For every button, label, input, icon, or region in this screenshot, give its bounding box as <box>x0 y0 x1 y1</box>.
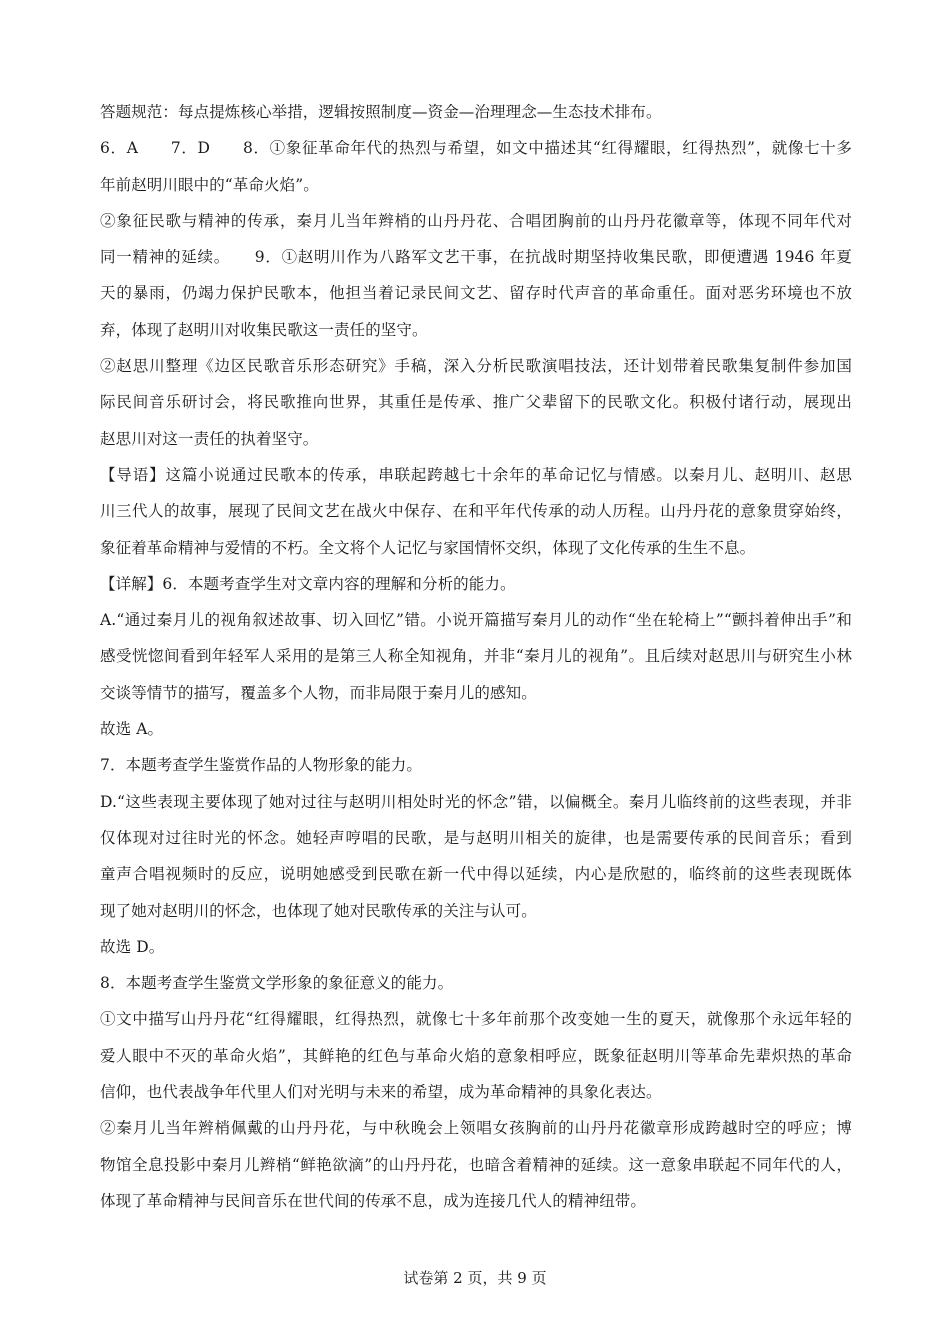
text-line: 故选 A。 <box>100 720 164 739</box>
text-line: 弃，体现了赵明川对收集民歌这一责任的坚守。 <box>100 320 428 339</box>
text-line: 川三代人的故事，展现了民间文艺在战火中保存、在和平年代传承的动人历程。山丹丹花的意象贯穿始终， <box>100 502 852 521</box>
text-line: 爱人眼中不灭的革命火焰”，其鲜艳的红色与革命火焰的意象相呼应，既象征赵明川等革命先辈炽热的革命 <box>100 1046 852 1065</box>
text-line: 交谈等情节的描写，覆盖多个人物，而非局限于秦月儿的感知。 <box>100 683 537 702</box>
text-line: 天的暴雨，仍竭力保护民歌本，他担当着记录民间文艺、留存时代声音的革命重任。面对恶劣环境也不放 <box>100 284 852 303</box>
text-line: 故选 D。 <box>100 937 165 956</box>
text-line: 【详解】6．本题考查学生对文章内容的理解和分析的能力。 <box>100 574 516 593</box>
text-line: 信仰，也代表战争年代里人们对光明与未来的希望，成为革命精神的具象化表达。 <box>100 1083 662 1102</box>
text-line: 同一精神的延续。 9．①赵明川作为八路军文艺干事，在抗战时期坚持收集民歌，即便遭遇 1946 年夏 <box>100 248 852 267</box>
text-line: 现了她对赵明川的怀念，也体现了她对民歌传承的关注与认可。 <box>100 901 537 920</box>
text-line: 童声合唱视频时的反应，说明她感受到民歌在新一代中得以延续，内心是欣慰的，临终前的这些表现既体 <box>100 865 852 884</box>
text-line: 7．本题考查学生鉴赏作品的人物形象的能力。 <box>100 756 422 775</box>
text-line: D.“这些表现主要体现了她对过往与赵明川相处时光的怀念”错，以偏概全。秦月儿临终前的这些表现，并非 <box>100 792 852 811</box>
text-line: ②秦月儿当年辫梢佩戴的山丹丹花，与中秋晚会上领唱女孩胸前的山丹丹花徽章形成跨越时空的呼应；博 <box>100 1119 852 1138</box>
page-footer: 试卷第 2 页，共 9 页 <box>403 1269 547 1287</box>
text-line: 感受恍惚间看到年轻军人采用的是第三人称全知视角，并非“秦月儿的视角”。且后续对赵思川与研究生小林 <box>100 647 852 666</box>
text-line: 体现了革命精神与民间音乐在世代间的传承不息，成为连接几代人的精神纽带。 <box>100 1191 647 1210</box>
text-line: 象征着革命精神与爱情的不朽。全文将个人记忆与家国情怀交织，体现了文化传承的生生不息。 <box>100 538 756 557</box>
text-line: 【导语】这篇小说通过民歌本的传承，串联起跨越七十余年的革命记忆与情感。以秦月儿、赵明川、赵思 <box>100 465 852 484</box>
text-line: 仅体现对过往时光的怀念。她轻声哼唱的民歌，是与赵明川相关的旋律，也是需要传承的民间音乐；看到 <box>100 828 852 847</box>
text-line: 6．A 7．D 8．①象征革命年代的热烈与希望，如文中描述其“红得耀眼，红得热烈”，就像七十多 <box>100 139 852 158</box>
text-line: 答题规范：每点提炼核心举措，逻辑按照制度—资金—治理理念—生态技术排布。 <box>100 103 662 121</box>
text-line: ①文中描写山丹丹花“红得耀眼，红得热烈，就像七十多年前那个改变她一生的夏天，就像那个永远年轻的 <box>100 1010 852 1029</box>
text-line: A.“通过秦月儿的视角叙述故事、切入回忆”错。小说开篇描写秦月儿的动作“坐在轮椅上”“颤抖着伸出手”和 <box>100 611 852 630</box>
text-line: ②赵思川整理《边区民歌音乐形态研究》手稿，深入分析民歌演唱技法，还计划带着民歌集复制件参加国 <box>100 357 852 376</box>
answer-content <box>100 94 852 1219</box>
text-line: 年前赵明川眼中的“革命火焰”。 <box>100 175 319 194</box>
text-line: ②象征民歌与精神的传承，秦月儿当年辫梢的山丹丹花、合唱团胸前的山丹丹花徽章等，体现不同年代对 <box>100 211 852 230</box>
text-line: 8．本题考查学生鉴赏文学形象的象征意义的能力。 <box>100 974 454 993</box>
text-line: 赵思川对这一责任的执着坚守。 <box>100 429 319 448</box>
text-line: 际民间音乐研讨会，将民歌推向世界，其重任是传承、推广父辈留下的民歌文化。积极付诸行动，展现出 <box>100 393 852 412</box>
text-line: 物馆全息投影中秦月儿辫梢“鲜艳欲滴”的山丹丹花，也暗含着精神的延续。这一意象串联起不同年代的人， <box>100 1155 852 1174</box>
